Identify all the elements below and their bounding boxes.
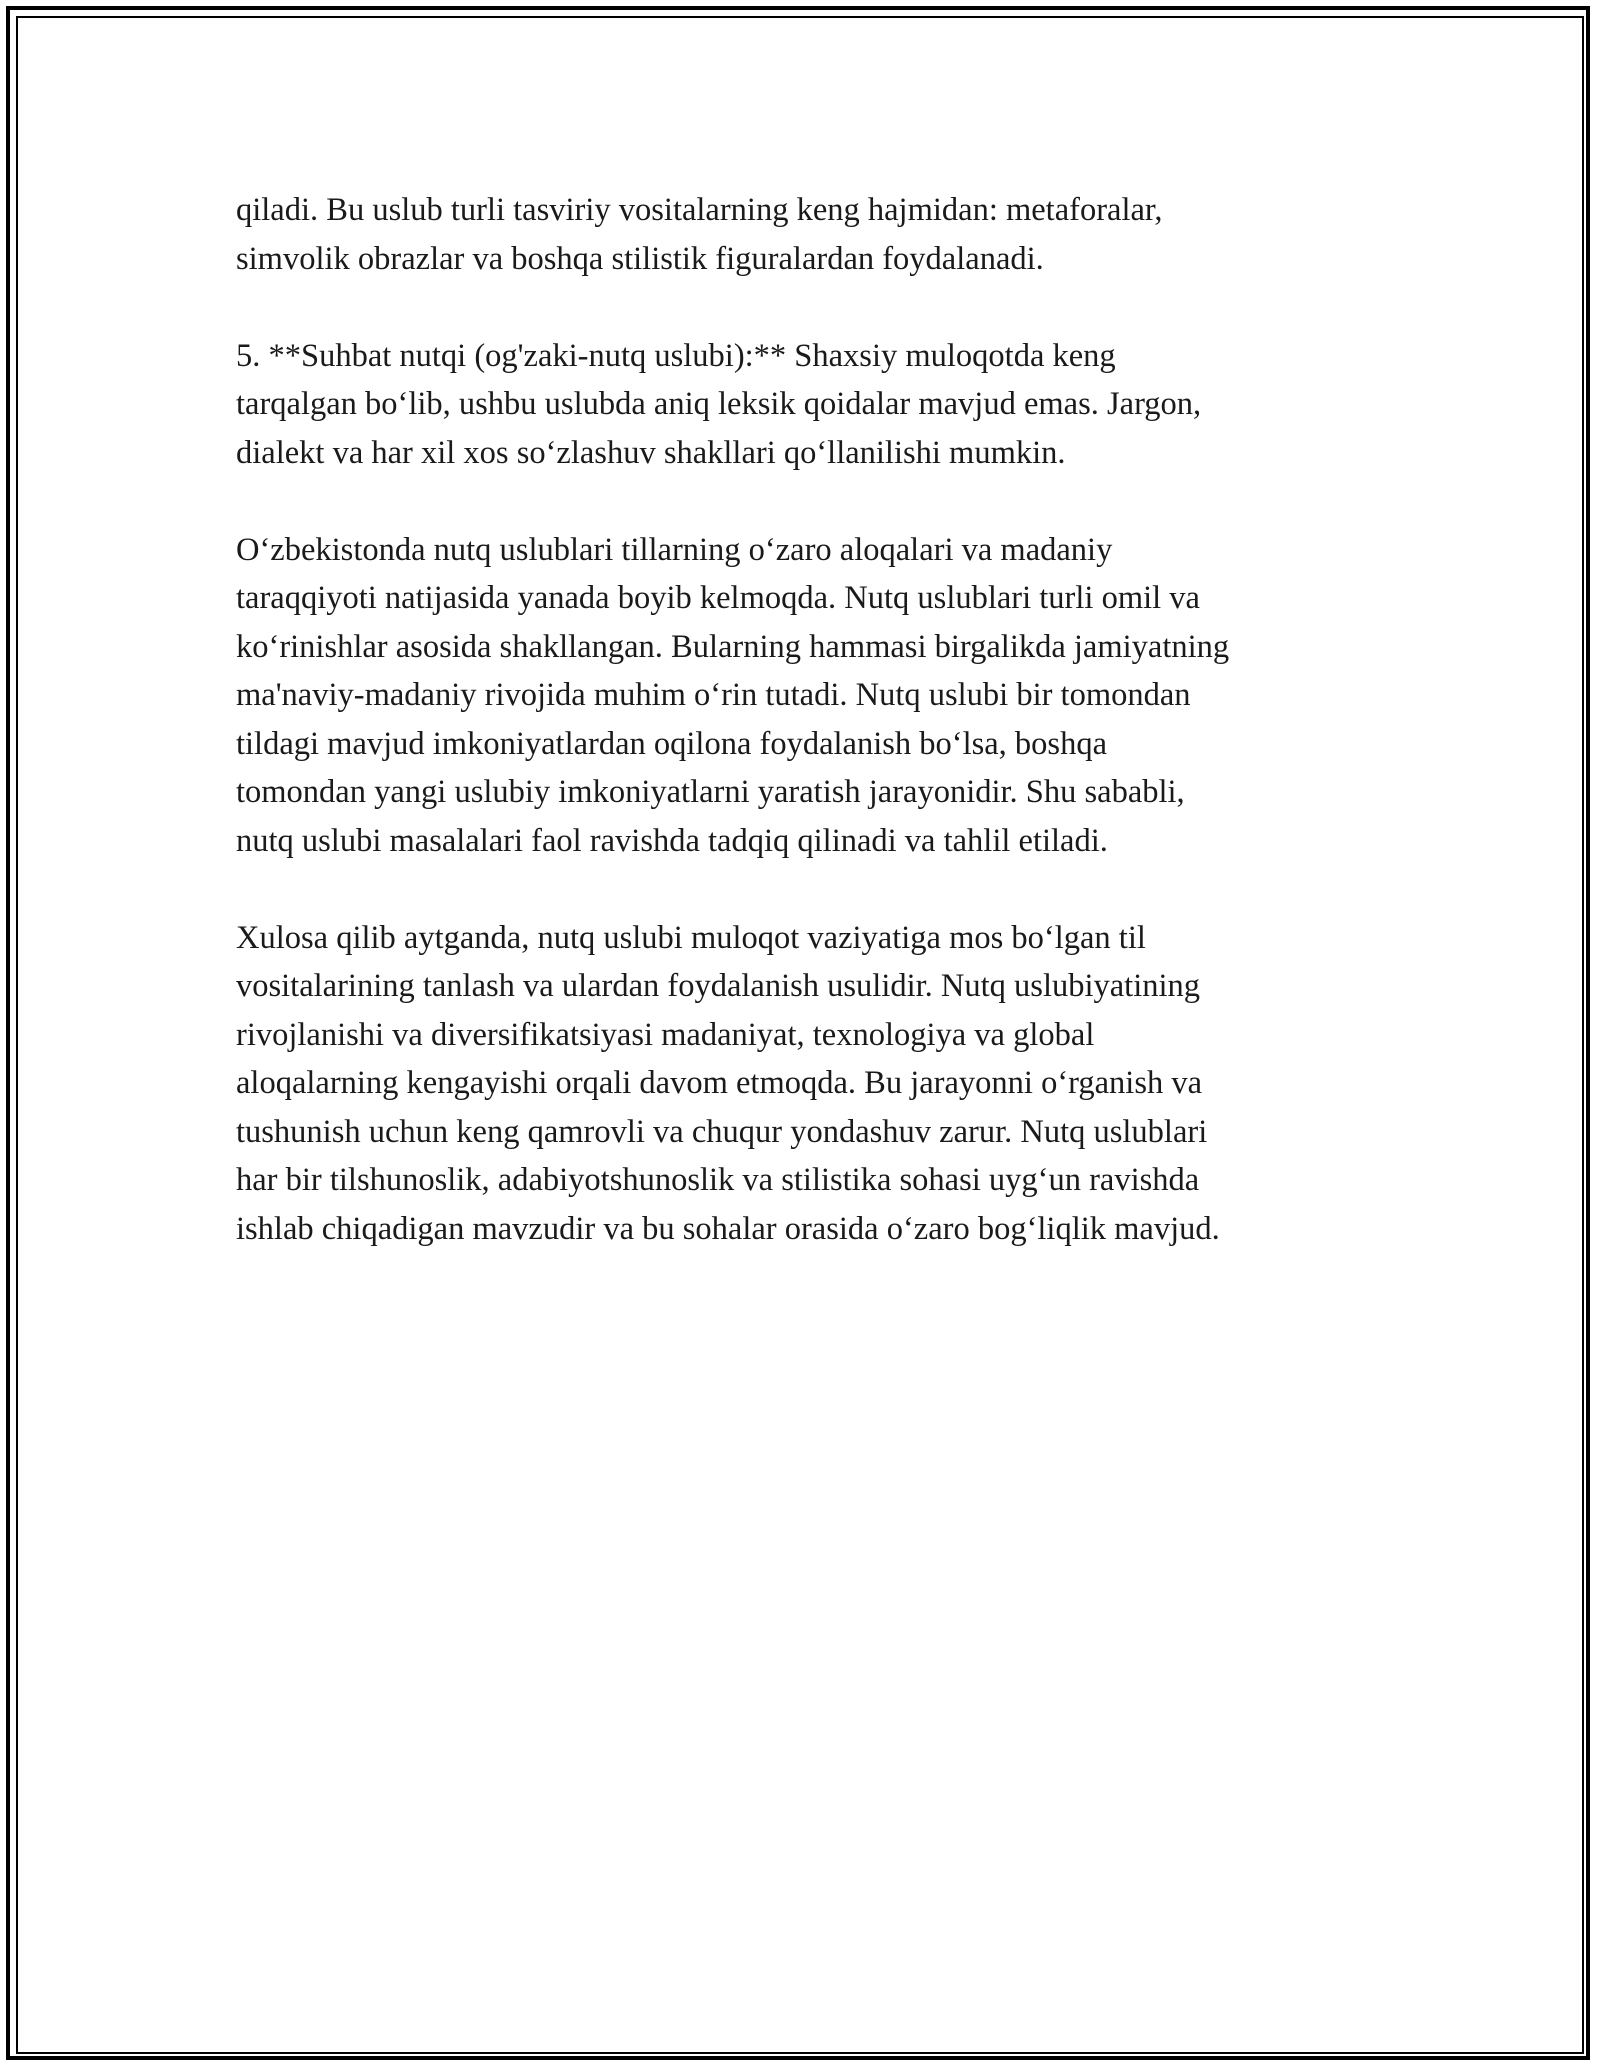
text-line: nutq uslubi masalalari faol ravishda tadqiq qilinadi va tahlil etiladi. xyxy=(236,822,1108,859)
text-line: har bir tilshunoslik, adabiyotshunoslik va stilistika sohasi uyg‘un ravishda xyxy=(236,1162,1200,1198)
document-body xyxy=(236,186,1386,1302)
text-line: simvolik obrazlar va boshqa stilistik figuralardan foydalanadi. xyxy=(236,240,1044,277)
text-line: aloqalarning kengayishi orqali davom etmoqda. Bu jarayonni o‘rganish va xyxy=(236,1065,1203,1101)
text-line: vositalarining tanlash va ulardan foydalanish usulidir. Nutq uslubiyatining xyxy=(236,968,1201,1004)
paragraph-4 xyxy=(236,914,1386,1254)
text-line: Xulosa qilib aytganda, nutq uslubi muloqot vaziyatiga mos bo‘lgan til xyxy=(236,919,1146,956)
text-line: dialekt va har xil xos so‘zlashuv shakllari qo‘llanilishi mumkin. xyxy=(236,434,1066,471)
text-line: tildagi mavjud imkoniyatlardan oqilona foydalanish bo‘lsa, boshqa xyxy=(236,725,1108,762)
text-line: ko‘rinishlar asosida shakllangan. Bularning hammasi birgalikda jamiyatning xyxy=(236,628,1230,665)
text-line: rivojlanishi va diversifikatsiyasi madaniyat, texnologiya va global xyxy=(236,1016,1095,1053)
text-line: taraqqiyoti natijasida yanada boyib kelmoqda. Nutq uslublari turli omil va xyxy=(236,580,1200,616)
text-line: tarqalgan bo‘lib, ushbu uslubda aniq leksik qoidalar mavjud emas. Jargon, xyxy=(236,386,1202,422)
paragraph-1 xyxy=(236,186,1386,283)
paragraph-3 xyxy=(236,526,1386,866)
text-line: tushunish uchun keng qamrovli va chuqur yondashuv zarur. Nutq uslublari xyxy=(236,1113,1208,1150)
text-line: qiladi. Bu uslub turli tasviriy vositalarning keng hajmidan: metaforalar, xyxy=(236,192,1163,228)
paragraph-2 xyxy=(236,332,1386,478)
text-line: ma'naviy-madaniy rivojida muhim o‘rin tutadi. Nutq uslubi bir tomondan xyxy=(236,677,1191,713)
text-line: tomondan yangi uslubiy imkoniyatlarni yaratish jarayonidir. Shu sababli, xyxy=(236,774,1185,810)
text-line: O‘zbekistonda nutq uslublari tillarning o‘zaro aloqalari va madaniy xyxy=(236,531,1113,568)
text-line: ishlab chiqadigan mavzudir va bu sohalar orasida o‘zaro bog‘liqlik mavjud. xyxy=(236,1210,1220,1247)
text-line: 5. **Suhbat nutqi (og'zaki-nutq uslubi):** Shaxsiy muloqotda keng xyxy=(236,337,1116,374)
